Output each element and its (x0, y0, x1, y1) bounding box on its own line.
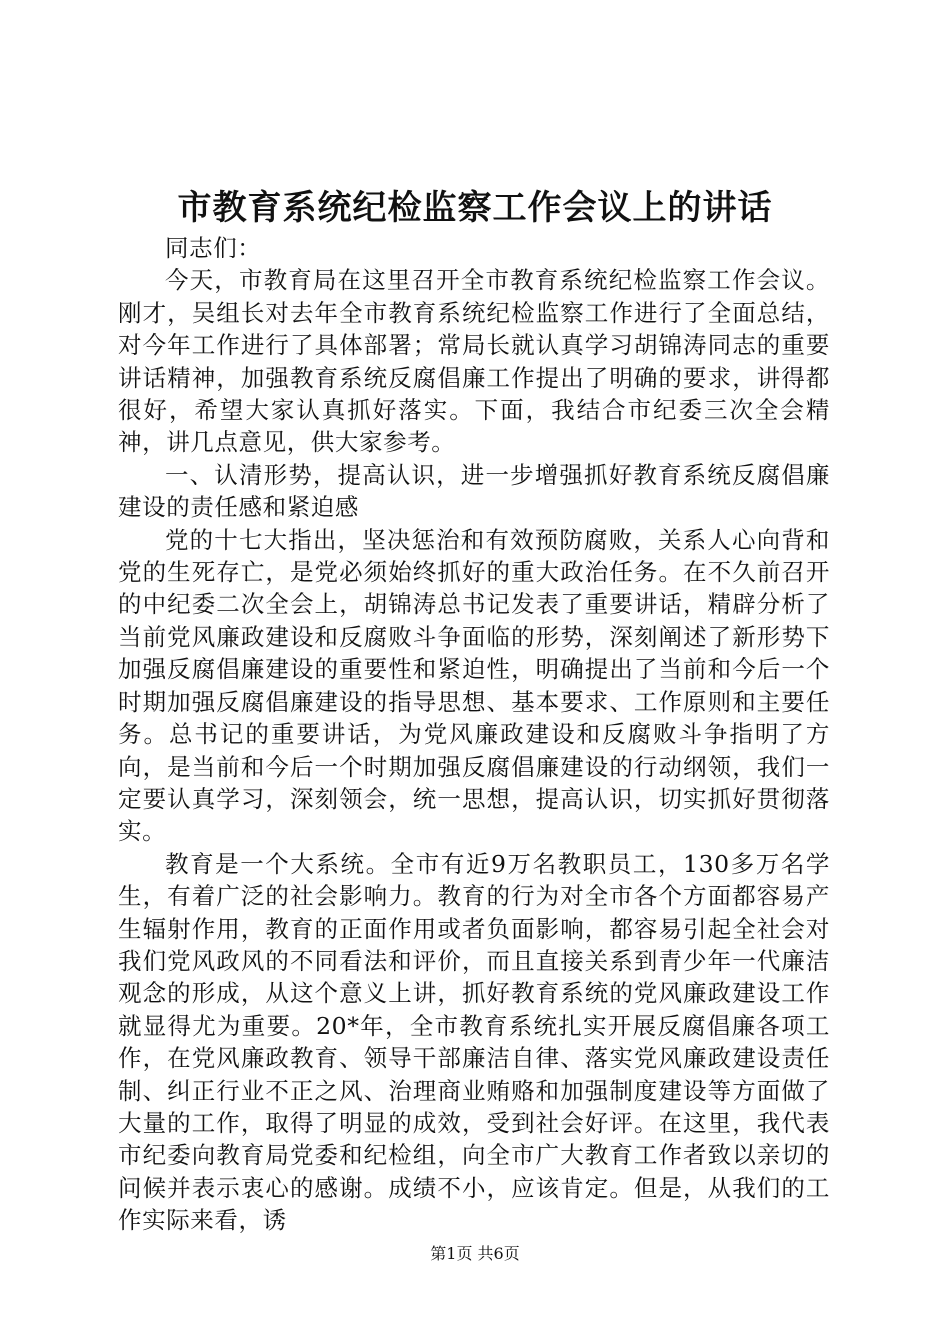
document-title: 市教育系统纪检监察工作会议上的讲话 (177, 188, 773, 228)
page-number: 第1页 共6页 (430, 1244, 520, 1263)
document-body (118, 232, 830, 1237)
paragraph-intro: 今天，市教育局在这里召开全市教育系统纪检监察工作会议。刚才，吴组长对去年全市教育系统纪检监察工作进行了全面总结，对今年工作进行了具体部署；常局长就认真学习胡锦涛同志的重要讲话精神，加强教育系统反腐倡廉工作提出了明确的要求，讲得都很好，希望大家认真抓好落实。下面，我结合市纪委三次全会精神，讲几点意见，供大家参考。 (118, 266, 830, 457)
section-heading-1: 一、认清形势，提高认识，进一步增强抓好教育系统反腐倡廉建设的责任感和紧迫感 (118, 460, 830, 522)
salutation: 同志们： (165, 234, 262, 262)
paragraph-party-congress: 党的十七大指出，坚决惩治和有效预防腐败，关系人心向背和党的生死存亡，是党必须始终抓好的重大政治任务。在不久前召开的中纪委二次全会上，胡锦涛总书记发表了重要讲话，精辟分析了当前党风廉政建设和反腐败斗争面临的形势，深刻阐述了新形势下加强反腐倡廉建设的重要性和紧迫性，明确提出了当前和今后一个时期加强反腐倡廉建设的指导思想、基本要求、工作原则和主要任务。总书记的重要讲话，为党风廉政建设和反腐败斗争指明了方向，是当前和今后一个时期加强反腐倡廉建设的行动纲领，我们一定要认真学习，深刻领会，统一思想，提高认识，切实抓好贯彻落实。 (118, 525, 830, 846)
paragraph-education-system: 教育是一个大系统。全市有近9万名教职员工，130多万名学生，有着广泛的社会影响力。教育的行为对全市各个方面都容易产生辐射作用，教育的正面作用或者负面影响，都容易引起全社会对我们党风政风的不同看法和评价，而且直接关系到青少年一代廉洁观念的形成，从这个意义上讲，抓好教育系统的党风廉政建设工作就显得尤为重要。20*年，全市教育系统扎实开展反腐倡廉各项工作，在党风廉政教育、领导干部廉洁自律、落实党风廉政建设责任制、纠正行业不正之风、治理商业贿赂和加强制度建设等方面做了大量的工作，取得了明显的成效，受到社会好评。在这里，我代表市纪委向教育局党委和纪检组，向全市广大教育工作者致以亲切的问候并表示衷心的感谢。成绩不小，应该肯定。但是，从我们的工作实际来看，诱 (118, 849, 830, 1235)
